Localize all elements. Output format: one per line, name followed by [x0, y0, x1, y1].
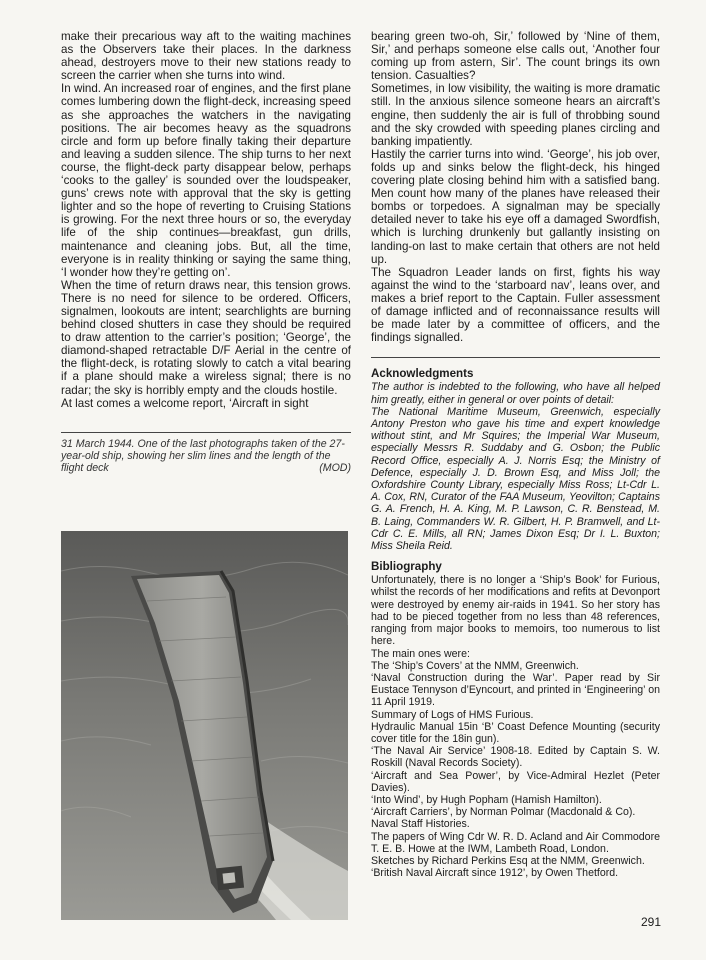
caption-rule: [61, 432, 351, 433]
page-number: 291: [640, 915, 661, 929]
bibliography-item: ‘British Naval Aircraft since 1912’, by Owen Thetford.: [371, 867, 619, 880]
acknowledgments-list: The National Maritime Museum, Greenwich, especially Antony Preston who gave his time and expert knowledge without stint, and Mr Squires; the Imperial War Museum, especially Messrs R. Suddaby and G. Osbon; the Public Record Office, especially A. J. Norris Esq; the Ministry of Defence, especially J. D. Brown Esq, and Miss Joll; the Oxfordshire County Library, especially Miss Ross; Lt-Cdr L. A. Cox, RN, Curator of the FAA Museum, Yeovilton; Captains G. A. French, H. A. King, M. P. Lawson, C. R. Benstead, M. B. Laing, Commanders W. R. Gilbert, H. P. Bramwell, and Lt-Cdr C. E. Mills, all RN; James Dixon Esq; Dr I. L. Buxton; Miss Sheila Reid.: [371, 405, 660, 552]
bibliography-item: The ‘Ship’s Covers’ at the NMM, Greenwich.: [371, 659, 579, 672]
caption-text: 31 March 1944. One of the last photographs taken of the 27-year-old ship, showing her slim lines and the length of the flight deck: [61, 437, 345, 475]
right-column: [371, 30, 660, 879]
bibliography-item: ‘The Naval Air Service’ 1908-18. Edited by Captain S. W. Roskill (Naval Records Society).: [371, 745, 660, 770]
bibliography-item: The papers of Wing Cdr W. R. D. Acland and Air Commodore T. E. B. Howe at the IWM, Lambeth Road, London.: [371, 830, 660, 855]
acknowledgments-heading: Acknowledgments: [371, 367, 474, 381]
bibliography-item: ‘Aircraft and Sea Power’, by Vice-Admiral Hezlet (Peter Davies).: [371, 769, 660, 794]
photo-caption: [61, 438, 351, 475]
acknowledgments-intro: The author is indebted to the following, who have all helped him greatly, either in general or over points of detail:: [371, 381, 660, 406]
bibliography-item: The main ones were:: [371, 647, 470, 660]
bibliography-item: Unfortunately, there is no longer a ‘Ship’s Book’ for Furious, whilst the records of her modifications and refits at Devonport were destroyed by enemy air-raids in 1941. So her story has had to be pieced together from no less than 48 references, ranging from major books to memoirs, too numerous to list here.: [371, 574, 660, 648]
carrier-photo-image: [61, 531, 348, 920]
body-paragraph: When the time of return draws near, this tension grows. There is no need for silence to be ordered. Officers, signalmen, lookouts are intent; searchlights are burning behind closed shutters in case they should be required to draw attention to the carrier’s position; ‘George’, the diamond-shaped retractable D/F Aerial in the centre of the flight-deck, is rotating slowly to catch a vital bearing if a plane should make a wireless signal; there is no radar; the sky is horribly empty and the clouds hostile.: [61, 278, 351, 397]
bibliography-item: ‘Into Wind’, by Hugh Popham (Hamish Hamilton).: [371, 793, 602, 806]
bibliography-heading: Bibliography: [371, 560, 442, 574]
bibliography-item: Summary of Logs of HMS Furious.: [371, 708, 534, 721]
section-rule: [371, 357, 660, 358]
body-paragraph: In wind. An increased roar of engines, and the first plane comes lumbering down the flight-deck, increasing speed as she approaches the watchers in the navigating positions. The air becomes heavy as the squadrons circle and form up before finally taking their departure and leaving a sudden silence. The ship turns to her next course, the flight-deck party disappear below, perhaps ‘cooks to the galley’ is sounded over the loudspeaker, guns’ crews note with approval that the sky is getting lighter and so the hope of reverting to Cruising Stations is growing. For the next three hours or so, the everyday life of the ship continues—breakfast, gun drills, maintenance and cleaning jobs. But, all the time, everyone is in reality thinking or saying the same thing, ‘I wonder how they’re getting on’.: [61, 82, 351, 279]
bibliography-item: Naval Staff Histories.: [371, 818, 470, 831]
bibliography-item: Hydraulic Manual 15in ‘B’ Coast Defence Mounting (security cover title for the 18in gun).: [371, 720, 660, 745]
aircraft-carrier-photo: [61, 531, 348, 920]
left-column: [61, 30, 351, 474]
body-paragraph: At last comes a welcome report, ‘Aircraft in sight: [61, 396, 309, 410]
body-paragraph: bearing green two-oh, Sir,’ followed by ‘Nine of them, Sir,’ and perhaps someone else calls out, ‘Another four coming up from astern, Sir’. The count brings its own tension. Casualties?: [371, 30, 660, 83]
body-paragraph: Hastily the carrier turns into wind. ‘George’, his job over, folds up and sinks below the flight-deck, his hinged covering plate closing behind him with a satisfied bang. Men count how many of the planes have released their bombs or torpedoes. A signalman may be specially detailed never to take his eye off a damaged Swordfish, which is lurching drunkenly but gallantly insisting on landing-on last to make certain that others are not held up.: [371, 147, 660, 266]
body-paragraph: The Squadron Leader lands on first, fights his way against the wind to the ‘starboard nav’, leans over, and makes a brief report to the Captain. Fuller assessment of damage inflicted and of reconnaissance results will be made later by a committee of officers, and the findings signalled.: [371, 265, 660, 345]
body-paragraph: make their precarious way aft to the waiting machines as the Observers take their places. In the darkness ahead, destroyers move to their new stations ready to screen the carrier when she turns into wind.: [61, 30, 351, 83]
bibliography-item: ‘Aircraft Carriers’, by Norman Polmar (Macdonald & Co).: [371, 806, 636, 819]
caption-credit: (MOD): [319, 462, 351, 475]
body-paragraph: Sometimes, in low visibility, the waiting is more dramatic still. In the anxious silence someone hears an aircraft’s engine, then suddenly the air is full of throbbing sound and the sky crowded with speeding planes circling and banking impatiently.: [371, 82, 660, 148]
bibliography-item: ‘Naval Construction during the War’. Paper read by Sir Eustace Tennyson d’Eyncourt, and printed in ‘Engineering’ on 11 April 1919.: [371, 671, 660, 709]
bibliography-item: Sketches by Richard Perkins Esq at the NMM, Greenwich.: [371, 854, 645, 867]
